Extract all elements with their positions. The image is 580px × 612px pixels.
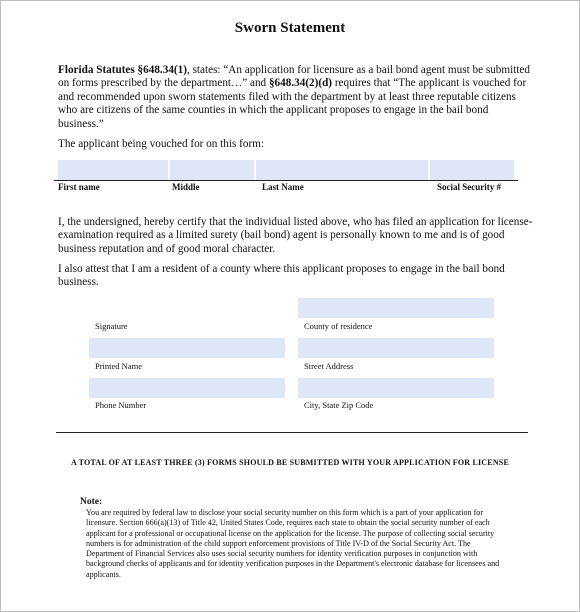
ssn-label: Social Security # — [437, 182, 501, 192]
county-label: County of residence — [304, 321, 373, 331]
printed-name-field[interactable] — [89, 338, 285, 358]
applicant-fields-row — [58, 160, 520, 180]
attest-paragraph: I also attest that I am a resident of a county where this applicant proposes to engage in the bail bond business. — [58, 263, 505, 289]
ssn-field[interactable] — [430, 160, 514, 180]
first-name-field[interactable] — [58, 160, 168, 180]
middle-name-label: Middle — [172, 182, 200, 192]
note-body: You are required by federal law to disclose your social security number on this form which is a part of your application for licensure. Section 666(a)(13) of Title 42, United States Code, requires each state to obtain the social security number of each applicant for a professional or occupational license on the application for the license. The purpose of collecting social security numbers is for administration of the child support enforcement provisions of Title IV-D of the Social Security Act. The Department of Financial Services also uses social security numbers for identity verification purposes in conjunction with background checks of applicants and for identity verification purposes in the Department's electronic database for licensees and applicants. — [86, 508, 500, 579]
applicant-fields-rule — [54, 180, 518, 181]
signature-label: Signature — [95, 321, 128, 331]
section-divider — [56, 432, 528, 433]
first-name-label: First name — [58, 182, 100, 192]
middle-name-field[interactable] — [170, 160, 254, 180]
note-heading: Note: — [80, 497, 103, 507]
intro-text-2: requires that “The applicant is vouched for and recommended upon sworn statements filed with the department by at least three reputable citizens who are citizens of the same counties in which the applicant proposes to engage in the bail bond business.” — [58, 77, 527, 130]
phone-number-field[interactable] — [89, 378, 285, 398]
intro-paragraph — [58, 64, 536, 131]
street-address-field[interactable] — [298, 338, 494, 358]
total-forms-notice: A TOTAL OF AT LEAST THREE (3) FORMS SHOULD BE SUBMITTED WITH YOUR APPLICATION FOR LICENSE — [71, 458, 509, 467]
statute-ref-2: §648.34(2)(d) — [268, 77, 333, 90]
city-state-zip-label: City, State Zip Code — [304, 400, 374, 410]
last-name-field[interactable] — [256, 160, 428, 180]
county-field[interactable] — [298, 298, 494, 318]
printed-name-label: Printed Name — [95, 361, 142, 371]
vouched-label: The applicant being vouched for on this form: — [58, 138, 264, 150]
city-state-zip-field[interactable] — [298, 378, 494, 398]
last-name-label: Last Name — [262, 182, 304, 192]
statute-ref-1: Florida Statutes §648.34(1) — [58, 64, 187, 76]
intro-text-1: , states: “An application for licensure as a bail bond agent must be submitted on forms prescribed by the department…” and — [58, 64, 530, 90]
street-address-label: Street Address — [304, 361, 354, 371]
page-title: Sworn Statement — [234, 20, 346, 36]
phone-number-label: Phone Number — [95, 400, 147, 410]
certify-paragraph: I, the undersigned, hereby certify that the individual listed above, who has filed an application for license-examination required as a limited surety (bail bond) agent is personally known to me and is of good business reputation and of good moral character. — [58, 216, 533, 255]
